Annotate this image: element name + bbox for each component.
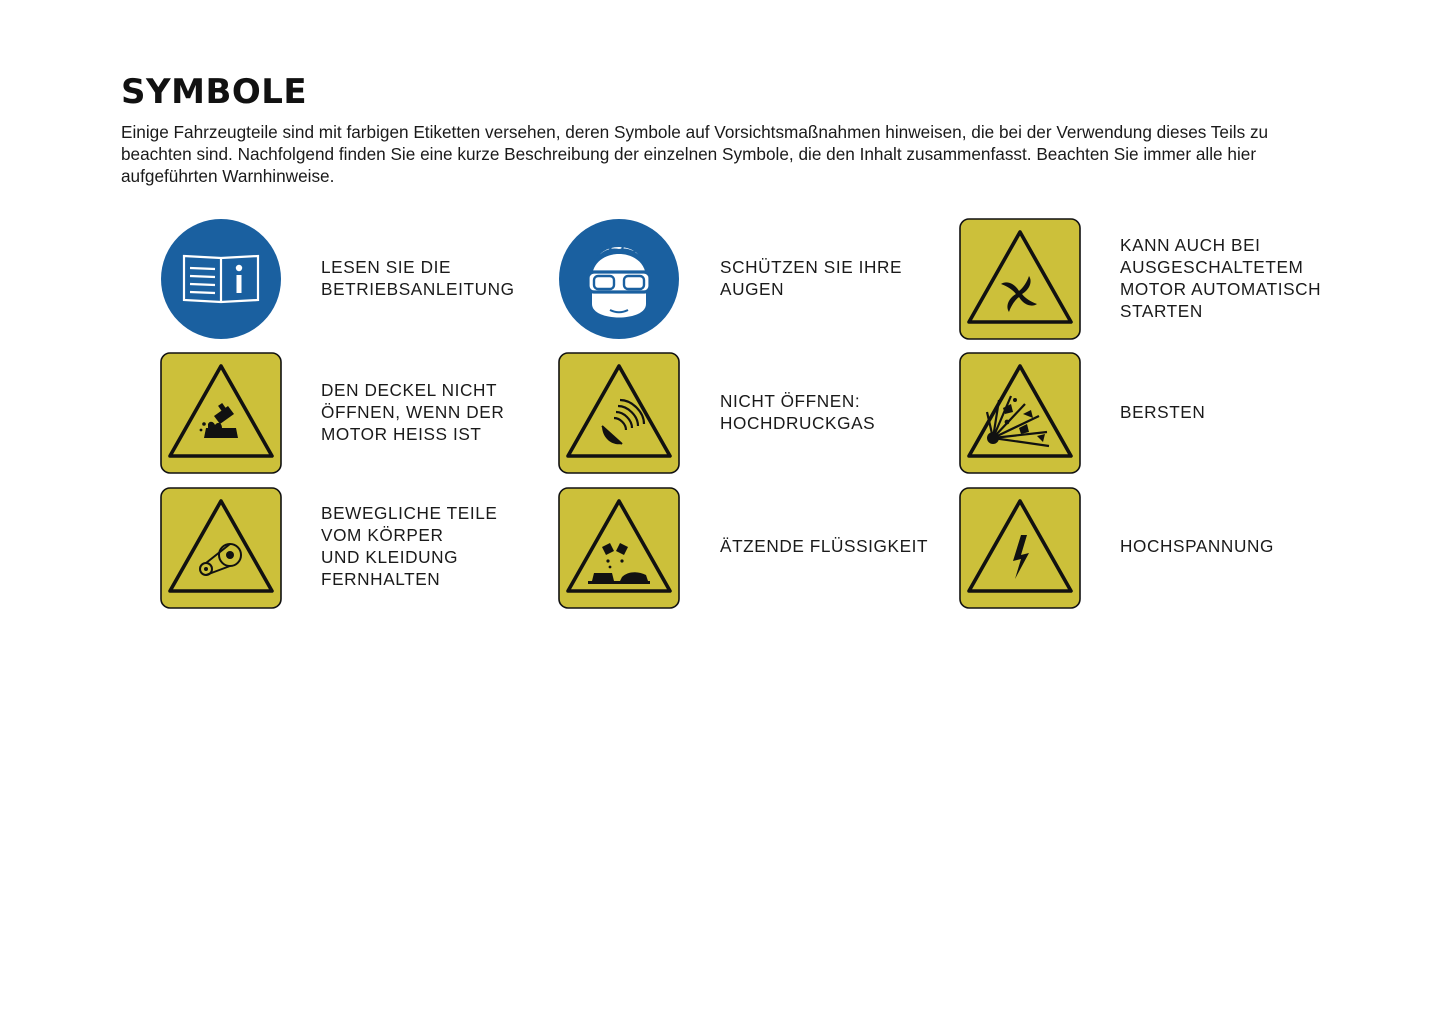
symbol-label: HOCHSPANNUNG [1120,536,1274,556]
symbol-label: DEN DECKEL NICHT ÖFFNEN, WENN DER MOTOR HEISS IST [321,380,505,444]
auto-start-fan-icon [959,218,1081,340]
moving-parts-icon [160,487,282,609]
symbol-label: BEWEGLICHE TEILE VOM KÖRPER UND KLEIDUNG FERNHALTEN [321,503,498,589]
symbol-label: NICHT ÖFFNEN: HOCHDRUCKGAS [720,391,876,433]
page-title: SYMBOLE [121,72,308,112]
read-manual-icon [160,218,282,340]
symbol-label: KANN AUCH BEI AUSGESCHALTETEM MOTOR AUTOMATISCH STARTEN [1120,235,1322,321]
eye-protection-icon [558,218,680,340]
symbol-label: ÄTZENDE FLÜSSIGKEIT [720,536,929,556]
hot-surface-icon [160,352,282,474]
symbol-label: SCHÜTZEN SIE IHRE AUGEN [720,257,903,299]
symbol-label: BERSTEN [1120,402,1206,422]
high-pressure-gas-icon [558,352,680,474]
intro-paragraph: Einige Fahrzeugteile sind mit farbigen Etiketten versehen, deren Symbole auf Vorsichtsmaßnahmen hinweisen, die bei der Verwendung dieses Teils zu beachten sind. Nachfolgend finden Sie eine kurze Beschreibung der einzelnen Symbole, die den Inhalt zusammenfasst. Beachten Sie immer alle hier aufgeführten Warnhinweise. [121,122,1269,186]
explosion-icon [959,352,1081,474]
corrosive-icon [558,487,680,609]
symbol-label: LESEN SIE DIE BETRIEBSANLEITUNG [321,257,515,299]
high-voltage-icon [959,487,1081,609]
